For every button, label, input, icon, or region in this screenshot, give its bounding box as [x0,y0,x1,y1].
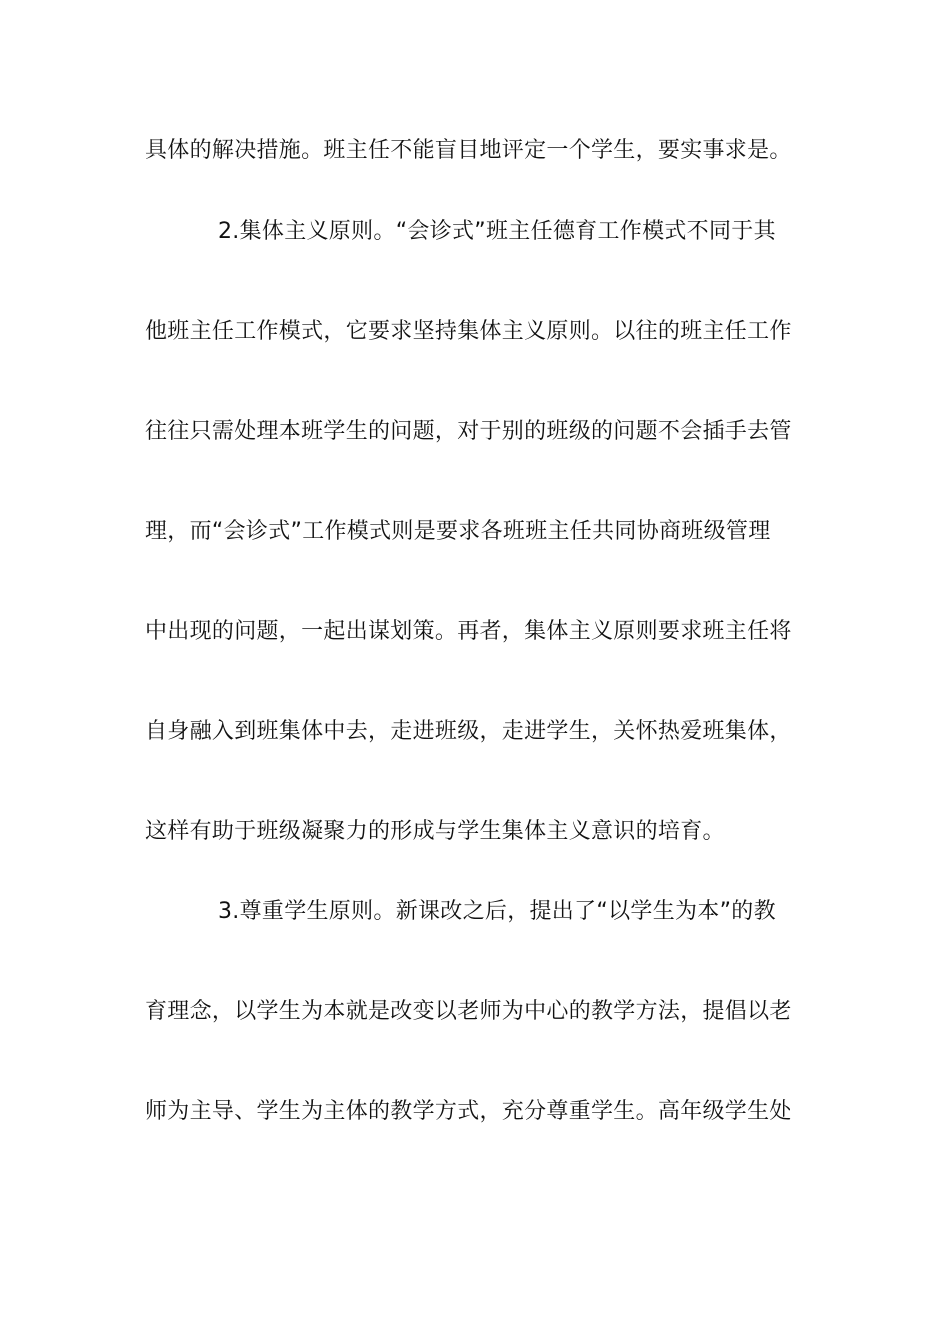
section-heading-line: 3.尊重学生原则。新课改之后，提出了“以学生为本”的教 [218,899,776,924]
text-line: 具体的解决措施。班主任不能盲目地评定一个学生，要实事求是。 [145,138,792,163]
text-line: 中出现的问题，一起出谋划策。再者，集体主义原则要求班主任将 [145,619,792,644]
text-line: 师为主导、学生为主体的教学方式，充分尊重学生。高年级学生处 [145,1099,792,1124]
text-line: 育理念，以学生为本就是改变以老师为中心的教学方法，提倡以老 [145,999,792,1024]
text-line: 他班主任工作模式，它要求坚持集体主义原则。以往的班主任工作 [145,319,792,344]
section-heading-line: 2.集体主义原则。“会诊式”班主任德育工作模式不同于其 [218,219,776,244]
text-line: 理，而“会诊式”工作模式则是要求各班班主任共同协商班级管理 [145,519,771,544]
text-line: 往往只需处理本班学生的问题，对于别的班级的问题不会插手去管 [145,419,792,444]
text-line: 自身融入到班集体中去，走进班级，走进学生，关怀热爱班集体， [145,719,792,744]
text-line: 这样有助于班级凝聚力的形成与学生集体主义意识的培育。 [145,819,725,844]
